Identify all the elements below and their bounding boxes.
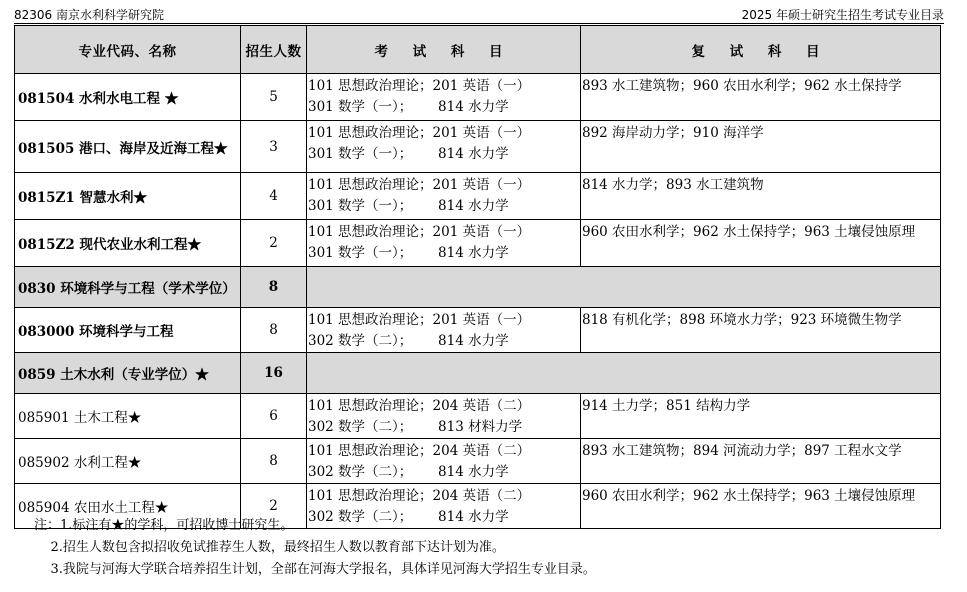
header-retest: 复 试 科 目 <box>581 26 941 74</box>
program-name-cell: 0830 环境科学与工程（学术学位） <box>15 267 241 308</box>
retest-subjects-cell: 960 农田水利学；962 水土保持学；963 土壤侵蚀原理 <box>581 484 941 529</box>
page-header <box>14 0 944 24</box>
exam-line-1: 101 思想政治理论；204 英语（二） <box>308 488 531 504</box>
footnote: 3.我院与河海大学联合培养招生计划，全部在河海大学报名，具体详见河海大学招生专业目录。 <box>34 562 596 577</box>
table-row <box>15 173 941 220</box>
table-header-row <box>15 26 941 74</box>
exam-line-2: 301 数学（一）； 814 水力学 <box>308 146 509 162</box>
retest-subjects-cell: 960 农田水利学；962 水土保持学；963 土壤侵蚀原理 <box>581 220 941 267</box>
program-name-cell: 085902 水利工程★ <box>15 439 241 484</box>
program-name-cell: 083000 环境科学与工程 <box>15 308 241 353</box>
program-name-cell: 081505 港口、海岸及近海工程★ <box>15 121 241 173</box>
program-name-cell: 085904 农田水土工程★ <box>15 484 241 529</box>
exam-subjects-cell <box>307 267 581 308</box>
retest-subjects-cell: 814 水力学；893 水工建筑物 <box>581 173 941 220</box>
enrollment-count-cell: 8 <box>241 267 307 308</box>
enrollment-count-cell: 2 <box>241 484 307 529</box>
exam-subjects-cell <box>307 394 581 439</box>
retest-subjects-cell: 818 有机化学；898 环境水力学；923 环境微生物学 <box>581 308 941 353</box>
exam-subjects-cell <box>307 74 581 121</box>
category-row <box>15 267 941 308</box>
table-row <box>15 220 941 267</box>
program-name-cell: 081504 水利水电工程 ★ <box>15 74 241 121</box>
enrollment-count-cell: 2 <box>241 220 307 267</box>
exam-subjects-cell <box>307 353 581 394</box>
exam-line-2: 301 数学（一）； 814 水力学 <box>308 99 509 115</box>
enrollment-count-cell: 6 <box>241 394 307 439</box>
exam-subjects-cell <box>307 121 581 173</box>
enrollment-count-cell: 5 <box>241 74 307 121</box>
footnote: 2.招生人数包含拟招收免试推荐生人数，最终招生人数以教育部下达计划为准。 <box>34 540 505 555</box>
exam-line-1: 101 思想政治理论；201 英语（一） <box>308 177 531 193</box>
table-row <box>15 74 941 121</box>
program-name-cell: 0815Z1 智慧水利★ <box>15 173 241 220</box>
exam-subjects-cell <box>307 439 581 484</box>
enrollment-count-cell: 16 <box>241 353 307 394</box>
program-name-cell: 0859 土木水利（专业学位）★ <box>15 353 241 394</box>
exam-line-1: 101 思想政治理论；201 英语（一） <box>308 224 531 240</box>
enrollment-count-cell: 8 <box>241 439 307 484</box>
exam-line-2: 302 数学（二）； 814 水力学 <box>308 509 509 525</box>
retest-subjects-cell: 892 海岸动力学；910 海洋学 <box>581 121 941 173</box>
program-name-cell: 085901 土木工程★ <box>15 394 241 439</box>
exam-line-1: 101 思想政治理论；201 英语（一） <box>308 312 531 328</box>
table-row <box>15 308 941 353</box>
header-count: 招生人数 <box>241 26 307 74</box>
exam-line-2: 302 数学（二）； 814 水力学 <box>308 464 509 480</box>
exam-line-1: 101 思想政治理论；201 英语（一） <box>308 78 531 94</box>
table-row <box>15 439 941 484</box>
retest-subjects-cell: 893 水工建筑物；894 河流动力学；897 工程水文学 <box>581 439 941 484</box>
program-table <box>14 25 941 529</box>
exam-line-1: 101 思想政治理论；204 英语（二） <box>308 443 531 459</box>
header-institution: 82306 南京水利科学研究院 <box>14 8 164 22</box>
exam-line-2: 302 数学（二）； 813 材料力学 <box>308 419 523 435</box>
exam-subjects-cell <box>307 308 581 353</box>
program-name-cell: 0815Z2 现代农业水利工程★ <box>15 220 241 267</box>
footnotes <box>34 515 596 581</box>
category-row <box>15 353 941 394</box>
table-row <box>15 394 941 439</box>
exam-line-2: 301 数学（一）； 814 水力学 <box>308 198 509 214</box>
header-program: 专业代码、名称 <box>15 26 241 74</box>
retest-subjects-cell: 893 水工建筑物；960 农田水利学；962 水土保持学 <box>581 74 941 121</box>
exam-subjects-cell <box>307 220 581 267</box>
retest-subjects-cell <box>581 353 941 394</box>
header-exam: 考 试 科 目 <box>307 26 581 74</box>
enrollment-count-cell: 8 <box>241 308 307 353</box>
enrollment-count-cell: 3 <box>241 121 307 173</box>
table-row <box>15 121 941 173</box>
exam-line-2: 302 数学（二）； 814 水力学 <box>308 333 509 349</box>
enrollment-count-cell: 4 <box>241 173 307 220</box>
exam-line-2: 301 数学（一）； 814 水力学 <box>308 245 509 261</box>
exam-subjects-cell <box>307 173 581 220</box>
retest-subjects-cell: 914 土力学；851 结构力学 <box>581 394 941 439</box>
retest-subjects-cell <box>581 267 941 308</box>
footnote: 注：1.标注有★的学科，可招收博士研究生。 <box>34 518 294 533</box>
exam-line-1: 101 思想政治理论；204 英语（二） <box>308 398 531 414</box>
header-document-title: 2025 年硕士研究生招生考试专业目录 <box>741 8 944 22</box>
exam-line-1: 101 思想政治理论；201 英语（一） <box>308 125 531 141</box>
